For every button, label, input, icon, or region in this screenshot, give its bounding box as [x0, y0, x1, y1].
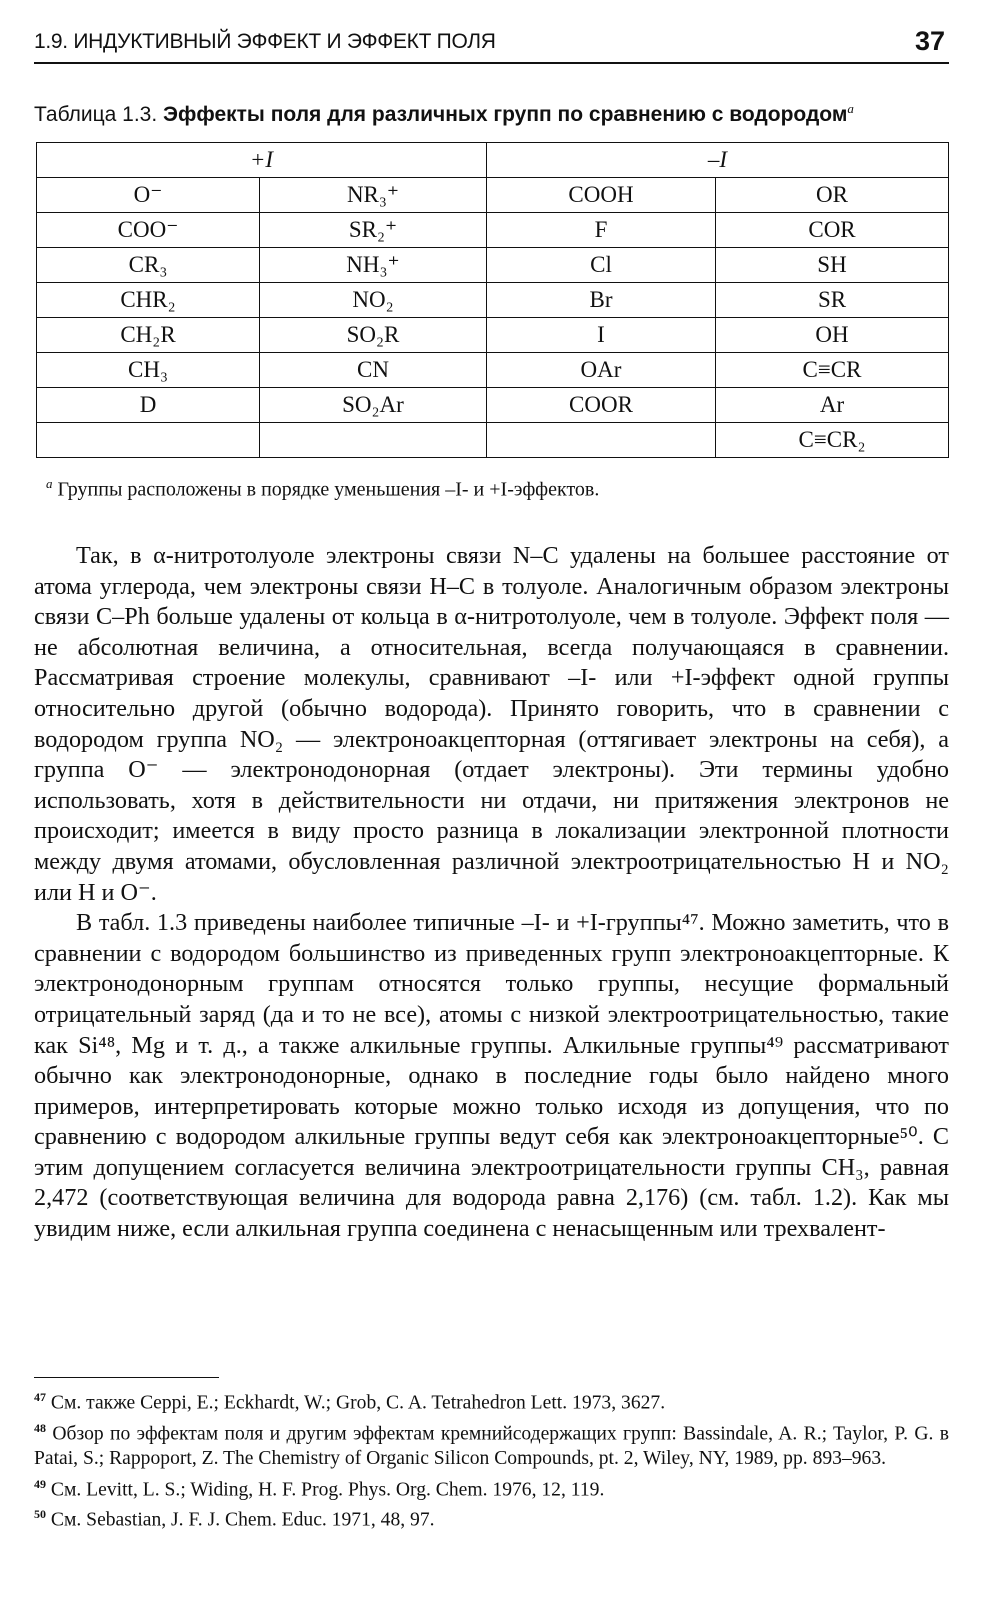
- table-cell: [37, 423, 260, 458]
- table-header-row: [37, 143, 949, 178]
- running-header: [34, 28, 949, 64]
- table-cell: I: [487, 318, 716, 353]
- footnote: [34, 1472, 949, 1503]
- table-cell: NO₂: [260, 283, 487, 318]
- table-cell: OH: [716, 318, 949, 353]
- table-cell: CHR₂: [37, 283, 260, 318]
- paragraph: В табл. 1.3 приведены наиболее типичные –I- и +I-группы⁴⁷. Можно заметить, что в сравнении с водородом большинство из приведенных групп электроноакцепторные. К электронодонорным группам относятся только группы, несущие формальный отрицательный заряд (да и то не все), атомы с низкой электроотрицательностью, такие как Si⁴⁸, Mg и т. д., а также алкильные группы. Алкильные группы⁴⁹ рассматривают обычно как электронодонорные, однако в последние годы было найдено много примеров, интерпретировать которые можно только исходя из допущения, что по сравнению с водородом алкильные группы ведут себя как электроноакцепторные⁵⁰. С этим допущением согласуется величина электроотрицательности группы CH₃, равная 2,472 (соответствующая величина для водорода равна 2,176) (см. табл. 1.2). Как мы увидим ниже, если алкильная группа соединена с ненасыщенным или трехвалент-: [34, 909, 949, 1243]
- page-number: 37: [914, 26, 945, 56]
- table-row: [37, 283, 949, 318]
- body-text: [34, 541, 949, 1245]
- table-cell: Br: [487, 283, 716, 318]
- footnote: [34, 1416, 949, 1472]
- table-cell: SR₂⁺: [260, 213, 487, 248]
- table-cell: CH₃: [37, 353, 260, 388]
- footnote: [34, 1385, 949, 1416]
- table-row: [37, 423, 949, 458]
- table-cell: C≡CR: [716, 353, 949, 388]
- table-footnote-mark: a: [46, 476, 53, 491]
- footnote-number: 48: [34, 1420, 46, 1435]
- table-caption-title: Эффекты поля для различных групп по сравнению с водородом: [163, 103, 848, 126]
- header-plus-i: +I: [37, 143, 487, 178]
- table-caption: [34, 101, 949, 127]
- table-row: [37, 388, 949, 423]
- table-cell: OAr: [487, 353, 716, 388]
- footnote-text: См. Sebastian, J. F. J. Chem. Educ. 1971, 48, 97.: [50, 1509, 435, 1531]
- table-cell: CR₃: [37, 248, 260, 283]
- footnote-number: 50: [34, 1507, 46, 1522]
- table-row: [37, 178, 949, 213]
- table-row: [37, 318, 949, 353]
- paragraph: Так, в α-нитротолуоле электроны связи N–C удалены на большее расстояние от атома углерода, чем электроны связи H–C в толуоле. Аналогичным образом электроны связи C–Ph больше удалены от кольца в α-нитротолуоле, чем в толуоле. Эффект поля — не абсолютная величина, а относительная, всегда получающаяся в сравнении. Рассматривая строение молекулы, сравнивают –I- или +I-эффект одной группы относительно другой (обычно водорода). Принято говорить, что в сравнении с водородом группа NO₂ — электроноакцепторная (оттягивает электроны на себя), а группа O⁻ — электронодонорная (отдает электроны). Эти термины удобно использовать, хотя в действительности ни отдачи, ни притяжения электронов не происходит; имеется в виду просто разница в локализации электронной плотности между двумя атомами, обусловленная различной электроотрицательностью H и NO₂ или H и O⁻.: [34, 542, 949, 906]
- table-cell: COR: [716, 213, 949, 248]
- table-caption-footnote-mark: a: [847, 101, 854, 116]
- section-title: 1.9. ИНДУКТИВНЫЙ ЭФФЕКТ И ЭФФЕКТ ПОЛЯ: [34, 30, 496, 53]
- footnote-text: См. также Ceppi, E.; Eckhardt, W.; Grob, C. A. Tetrahedron Lett. 1973, 3627.: [50, 1392, 666, 1414]
- table-cell: SO₂Ar: [260, 388, 487, 423]
- table-caption-label: Таблица 1.3.: [34, 103, 158, 126]
- table-cell: COOR: [487, 388, 716, 423]
- footnote-number: 47: [34, 1390, 46, 1404]
- table-cell: D: [37, 388, 260, 423]
- table-cell: O⁻: [37, 178, 260, 213]
- table-body: [37, 178, 949, 458]
- table-row: [37, 353, 949, 388]
- table-cell: Cl: [487, 248, 716, 283]
- table-cell: F: [487, 213, 716, 248]
- footnote-number: 49: [34, 1476, 46, 1491]
- table-cell: Ar: [716, 388, 949, 423]
- field-effects-table: [36, 142, 949, 458]
- table-cell: NR₃⁺: [260, 178, 487, 213]
- table-footnote-text: Группы расположены в порядке уменьшения –I- и +I-эффектов.: [57, 478, 600, 501]
- footnote-text: Обзор по эффектам поля и другим эффектам кремнийсодержащих групп: Bassindale, A. R.; Taylor, P. G. в Patai, S.; Rappoport, Z. The Chemistry of Organic Silicon Compounds, pt. 2, Wiley, NY, 1989, pp. 893–963.: [34, 1423, 949, 1470]
- table-cell: SR: [716, 283, 949, 318]
- table-cell: [487, 423, 716, 458]
- table-cell: CN: [260, 353, 487, 388]
- table-cell: CH₂R: [37, 318, 260, 353]
- table-cell: COO⁻: [37, 213, 260, 248]
- table-cell: COOH: [487, 178, 716, 213]
- table-cell: OR: [716, 178, 949, 213]
- table-cell: SH: [716, 248, 949, 283]
- footnote-divider: [34, 1377, 219, 1378]
- table-cell: SO₂R: [260, 318, 487, 353]
- table-cell: NH₃⁺: [260, 248, 487, 283]
- footnote: [34, 1502, 949, 1533]
- header-minus-i: –I: [487, 143, 949, 178]
- table-cell: C≡CR₂: [716, 423, 949, 458]
- table-row: [37, 213, 949, 248]
- table-footnote: [46, 476, 946, 502]
- footnotes: [34, 1385, 949, 1533]
- footnote-text: См. Levitt, L. S.; Widing, H. F. Prog. Phys. Org. Chem. 1976, 12, 119.: [50, 1479, 605, 1501]
- table-row: [37, 248, 949, 283]
- table-cell: [260, 423, 487, 458]
